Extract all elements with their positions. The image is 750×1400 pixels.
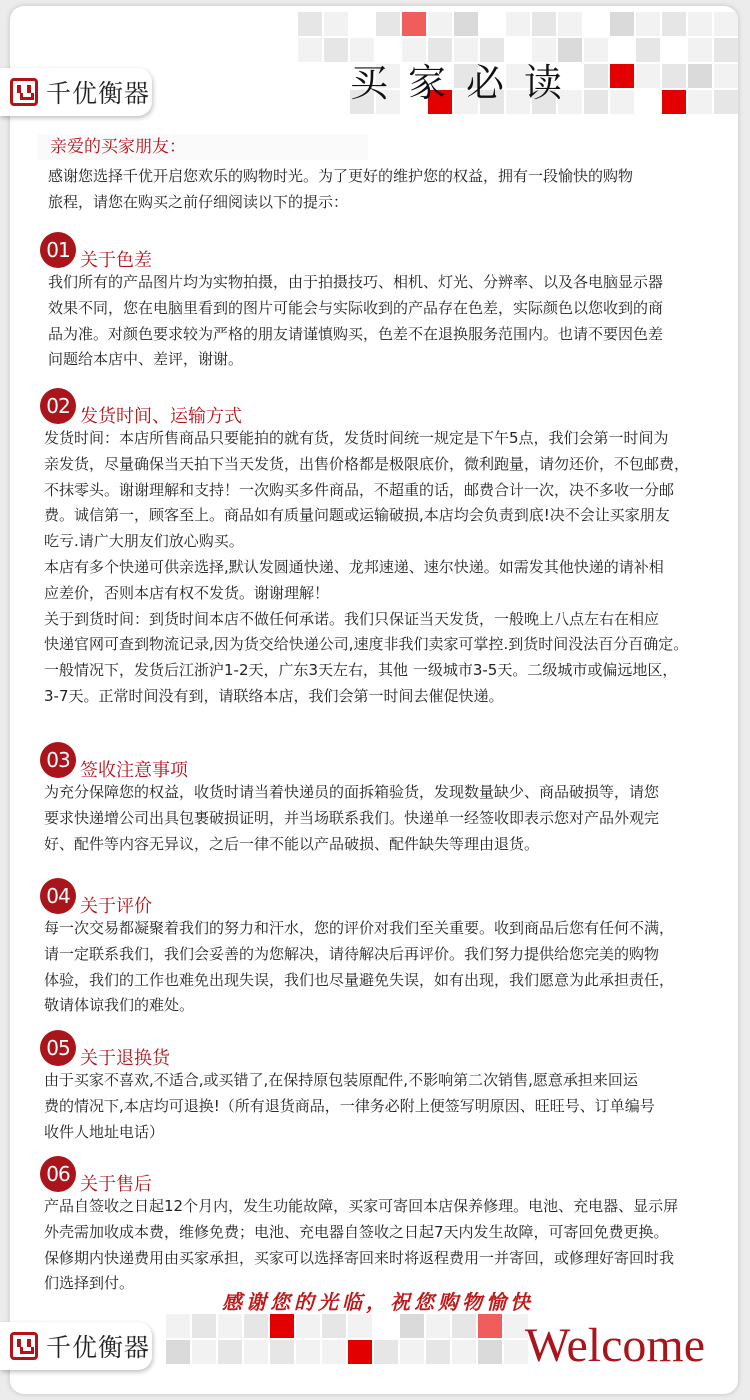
section-title: 关于色差: [80, 250, 152, 271]
section-line: 应差价，否则本店有权不发货。谢谢理解！: [44, 583, 330, 602]
section-line: 品为准。对颜色要求较为严格的朋友请谨慎购买，色差不在退换服务范围内。也请不要因色差: [48, 324, 664, 343]
mosaic-tile: [688, 90, 712, 114]
section-line: 请一定联系我们，我们会妥善的为您解决，请待解决后再评价。我们努力提供给您完美的购物: [44, 944, 660, 963]
brand-logo-bottom: [0, 1322, 152, 1370]
section-line: 要求快递增公司出具包裹破损证明，并当场联系我们。快递单一经签收即表示您对产品外观完: [44, 808, 660, 827]
intro-line: 旅程，请您在购买之前仔细阅读以下的提示：: [48, 192, 349, 211]
section-line: 亲发货，尽量确保当天拍下当天发货，出售价格都是极限底价，微利跑量，请勿还价，不包邮费，: [44, 454, 690, 473]
section-line: 费的情况下,本店均可退换!（所有退货商品，一律务必附上便签写明原因、旺旺号、订单编号: [44, 1096, 655, 1115]
mosaic-tile: [324, 12, 348, 36]
section-heading: [40, 742, 188, 781]
section-line: 费。诚信第一，顾客至上。商品如有质量问题或运输破损,本店均会负责到底!决不会让买家朋友: [44, 506, 670, 525]
brand-name: 千优衡器: [46, 79, 151, 108]
section-heading: [40, 878, 152, 917]
section-line: 为充分保障您的权益，收货时请当着快递员的面拆箱验货，发现数量缺少、商品破损等，请您: [44, 783, 660, 801]
section-body: [44, 426, 689, 710]
mosaic-tile: [348, 1314, 372, 1338]
mosaic-tile: [322, 1314, 346, 1338]
mosaic-tile: [192, 1314, 216, 1338]
mosaic-tile: [662, 90, 686, 114]
section-heading: [40, 1156, 152, 1195]
section-number-badge: 04: [40, 878, 76, 914]
section-line: 本店有多个快递可供亲选择,默认发圆通快递、龙邦速递、速尔快递。如需发其他快递的请补相: [44, 557, 664, 576]
section-line: 我们所有的产品图片均为实物拍摄，由于拍摄技巧、相机、灯光、分辨率、以及各电脑显示器: [48, 273, 664, 291]
mosaic-tile: [714, 38, 738, 62]
mosaic-tile: [166, 1340, 190, 1364]
section-line: 们选择到付。: [44, 1274, 135, 1293]
mosaic-tile: [324, 38, 348, 62]
mosaic-tile: [636, 38, 660, 62]
intro-line: 感谢您选择千优开启您欢乐的购物时光。为了更好的维护您的权益，拥有一段愉快的购物: [48, 167, 634, 185]
mosaic-tile: [298, 12, 322, 36]
mosaic-tile: [688, 38, 712, 62]
mosaic-tile: [610, 64, 634, 88]
section-heading: [40, 1030, 170, 1069]
section-line: 由于买家不喜欢,不适合,或买错了,在保持原包装原配件,不影响第二次销售,愿意承担来回运: [44, 1071, 638, 1089]
mosaic-tile: [400, 1340, 424, 1364]
section-line: 体验，我们的工作也难免出现失误，我们也尽量避免失误，如有出现，我们愿意为此承担责任，: [44, 970, 675, 989]
section-number-badge: 05: [40, 1030, 76, 1066]
mosaic-tile: [478, 1314, 502, 1338]
section-heading: [40, 232, 152, 271]
mosaic-tile: [714, 90, 738, 114]
mosaic-tile: [322, 1340, 346, 1364]
section-line: 3-7天。正常时间没有到，请联络本店，我们会第一时间去催促快递。: [44, 686, 504, 705]
section-number-badge: 06: [40, 1156, 76, 1192]
mosaic-tile: [296, 1340, 320, 1364]
section-body: [48, 270, 663, 373]
mosaic-tile: [452, 1340, 476, 1364]
section-body: [44, 916, 674, 1019]
mosaic-tile: [244, 1340, 268, 1364]
section-title: 关于售后: [80, 1174, 152, 1195]
mosaic-tile: [688, 12, 712, 36]
greeting: 亲爱的买家朋友：: [38, 134, 368, 160]
mosaic-tile: [558, 12, 582, 36]
mosaic-tile: [452, 1314, 476, 1338]
section-title: 关于评价: [80, 896, 152, 917]
section-number-badge: 03: [40, 742, 76, 778]
mosaic-tile: [610, 90, 634, 114]
mosaic-tile: [584, 64, 608, 88]
mosaic-tile: [426, 1340, 450, 1364]
intro-paragraph: [48, 164, 633, 216]
section-number-badge: 02: [40, 388, 76, 424]
mosaic-tile: [636, 12, 660, 36]
mosaic-tile: [688, 64, 712, 88]
mosaic-tile: [426, 1314, 450, 1338]
section-line: 效果不同，您在电脑里看到的图片可能会与实际收到的产品存在色差，实际颜色以您收到的商: [48, 298, 664, 317]
mosaic-tile: [714, 12, 738, 36]
mosaic-tile: [610, 12, 634, 36]
section-line: 收件人地址电话）: [44, 1122, 165, 1141]
welcome-text: Welcome: [525, 1319, 706, 1372]
section-title: 签收注意事项: [80, 760, 188, 781]
section-number-badge: 01: [40, 232, 76, 268]
section-line: 关于到货时间：到货时间本店不做任何承诺。我们只保证当天发货，一般晚上八点左右在相应: [44, 609, 660, 628]
mosaic-tile: [166, 1314, 190, 1338]
mosaic-tile: [298, 38, 322, 62]
mosaic-tile: [714, 64, 738, 88]
mosaic-tile: [478, 1340, 502, 1364]
mosaic-tile: [636, 64, 660, 88]
section-title: 发货时间、运输方式: [80, 406, 242, 427]
mosaic-tile: [662, 64, 686, 88]
mosaic-tile: [584, 90, 608, 114]
mosaic-tile: [296, 1314, 320, 1338]
brand-name: 千优衡器: [46, 1333, 151, 1362]
section-body: [44, 780, 659, 857]
brand-logo-top: [0, 68, 152, 116]
section-line: 快递官网可查到物流记录,因为货交给快递公司,速度非我们卖家可掌控.到货时间没法百分百确定。: [44, 635, 689, 654]
mosaic-tile: [662, 12, 686, 36]
section-line: 每一次交易都凝聚着我们的努力和汗水，您的评价对我们至关重要。收到商品后您有任何不满，: [44, 919, 675, 937]
outlet-logo-icon: [10, 78, 38, 106]
mosaic-tile: [374, 1340, 398, 1364]
section-line: 一般情况下，发货后江浙沪1-2天，广东3天左右，其他 一级城市3-5天。二级城市或偏远地区，: [44, 661, 678, 680]
mosaic-tile: [532, 12, 556, 36]
mosaic-tile: [218, 1340, 242, 1364]
section-title: 关于退换货: [80, 1048, 170, 1069]
outlet-logo-icon: [10, 1332, 38, 1360]
mosaic-tile: [218, 1314, 242, 1338]
section-heading: [40, 388, 242, 427]
section-line: 不抹零头。谢谢理解和支持！一次购买多件商品，不超重的话，邮费合计一次，决不多收一分邮: [44, 480, 675, 499]
mosaic-tile: [402, 12, 426, 36]
mosaic-tile: [244, 1314, 268, 1338]
mosaic-tile: [428, 12, 452, 36]
mosaic-tile: [506, 12, 530, 36]
section-line: 保修期内快递费用由买家承担，买家可以选择寄回来时将返程费用一并寄回，或修理好寄回时我: [44, 1248, 675, 1267]
section-line: 问题给本店中、差评，谢谢。: [48, 350, 244, 369]
mosaic-tile: [270, 1314, 294, 1338]
section-line: 产品自签收之日起12个月内，发生功能故障，买家可寄回本店保养修理。电池、充电器、显示屏: [44, 1197, 679, 1215]
section-line: 发货时间：本店所售商品只要能拍的就有货，发货时间统一规定是下午5点，我们会第一时间为: [44, 429, 669, 447]
page-card: [10, 6, 738, 1394]
section-body: [44, 1194, 678, 1297]
section-line: 吃亏.请广大朋友们放心购买。: [44, 532, 244, 551]
thanks-message: 感谢您的光临，祝您购物愉快: [222, 1290, 534, 1314]
mosaic-tile: [454, 12, 478, 36]
section-body: [44, 1068, 655, 1145]
mosaic-tile: [348, 1340, 372, 1364]
mosaic-tile: [192, 1340, 216, 1364]
section-line: 好、配件等内容无异议，之后一律不能以产品破损、配件缺失等理由退货。: [44, 834, 540, 853]
mosaic-tile: [270, 1340, 294, 1364]
section-line: 外壳需加收成本费，维修免费；电池、充电器自签收之日起7天内发生故障，可寄回免费更换。: [44, 1222, 669, 1241]
mosaic-tile: [400, 1314, 424, 1338]
mosaic-tile: [584, 38, 608, 62]
mosaic-tile: [376, 12, 400, 36]
section-line: 敬请体谅我们的难处。: [44, 996, 195, 1015]
page-title: 买家必读: [350, 61, 583, 105]
